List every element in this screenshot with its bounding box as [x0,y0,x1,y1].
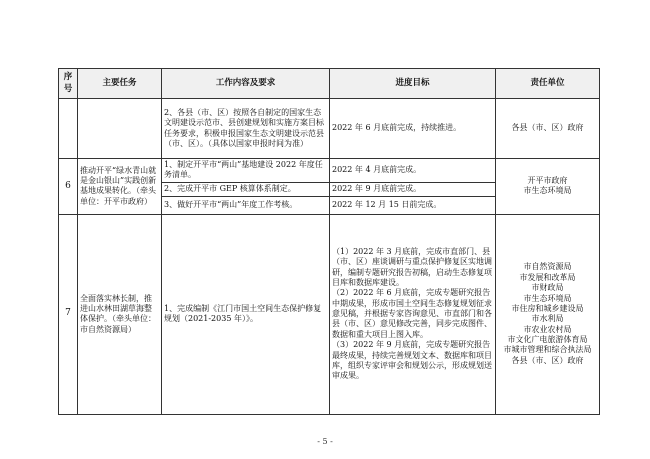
unit-line: 市农业农村局 [523,324,572,334]
unit-line: 市水利局 [531,314,564,324]
page-number: - 5 - [317,437,333,446]
target-cell: 2022 年 12 月 15 日前完成。 [330,196,496,214]
target-paragraph: （3）2022 年 9 月底前，完成专题研究报告最终成果，持续完善规划文本、数据库和项目库，组织专家评审会和规划公示，形成规划送审成果。 [332,340,492,381]
target-paragraph: （1）2022 年 3 月底前，完成市直部门、县（市、区）座谈调研与重点保护修复区实地调研，编制专题研究报告初稿，启动生态修复项目库和数据库建设。 [332,246,492,287]
header-unit: 责任单位 [496,69,600,99]
header-seq: 序号 [59,69,78,99]
target-cell [330,214,496,414]
header-content: 工作内容及要求 [162,69,330,99]
header-task: 主要任务 [78,69,162,99]
unit-cell [496,214,600,414]
unit-line: 市生态环境局 [523,186,572,196]
unit-line: 市住房和城乡建设局 [511,303,584,313]
unit-line: 市文化广电旅游体育局 [507,335,588,345]
task-cell-empty [78,99,162,159]
content-cell: 1、制定开平市“两山”基地建设 2022 年度任务清单。 [162,159,330,183]
target-cell: 2022 年 4 月底前完成。 [330,159,496,183]
unit-cell [496,159,600,215]
table-row [59,159,600,183]
content-cell: 2、完成开平市 GEP 核算体系制定。 [162,182,330,196]
unit-line: 市城市管理和综合执法局 [503,345,592,355]
table-row [59,214,600,414]
header-target: 进度目标 [330,69,496,99]
task-cell: 全面落实林长制，推进山水林田湖草海整体保护。（牵头单位：市自然资源局） [78,214,162,414]
task-cell: 推动开平“绿水青山就是金山银山”实践创新基地成果转化。（牵头单位：开平市政府） [78,159,162,215]
work-plan-table [58,68,600,415]
seq-cell: 6 [59,159,78,215]
content-cell: 2、各县（市、区）按照各自制定的国家生态文明建设示范市、县创建规划和实施方案目标任务要求，积极申报国家生态文明建设示范县（市、区）。（具体以国家申报时间为准） [162,99,330,159]
unit-cell: 各县（市、区）政府 [496,99,600,159]
content-cell: 3、做好开平市“两山”年度工作考核。 [162,196,330,214]
target-cell: 2022 年 6 月底前完成，持续推进。 [330,99,496,159]
target-paragraph: （2）2022 年 6 月底前，完成专题研究报告中期成果，形成市国土空间生态修复规划征求意见稿，并根据专家咨询意见、市直部门和各县（市、区）意见修改完善，同步完成图件、数据和重大项目上图入库。 [332,288,492,339]
unit-line: 市发展和改革局 [519,272,576,282]
unit-line: 各县（市、区）政府 [511,355,584,365]
unit-line: 市生态环境局 [523,293,572,303]
table-header-row [59,69,600,99]
unit-line: 开平市政府 [527,176,568,185]
target-cell: 2022 年 9 月底前完成。 [330,182,496,196]
table-row [59,99,600,159]
content-cell: 1、完成编制《江门市国土空间生态保护修复规划（2021-2035 年）》。 [162,214,330,414]
seq-cell-empty [59,99,78,159]
unit-line: 市财政局 [531,283,564,293]
seq-cell: 7 [59,214,78,414]
unit-line: 市自然资源局 [523,262,572,272]
